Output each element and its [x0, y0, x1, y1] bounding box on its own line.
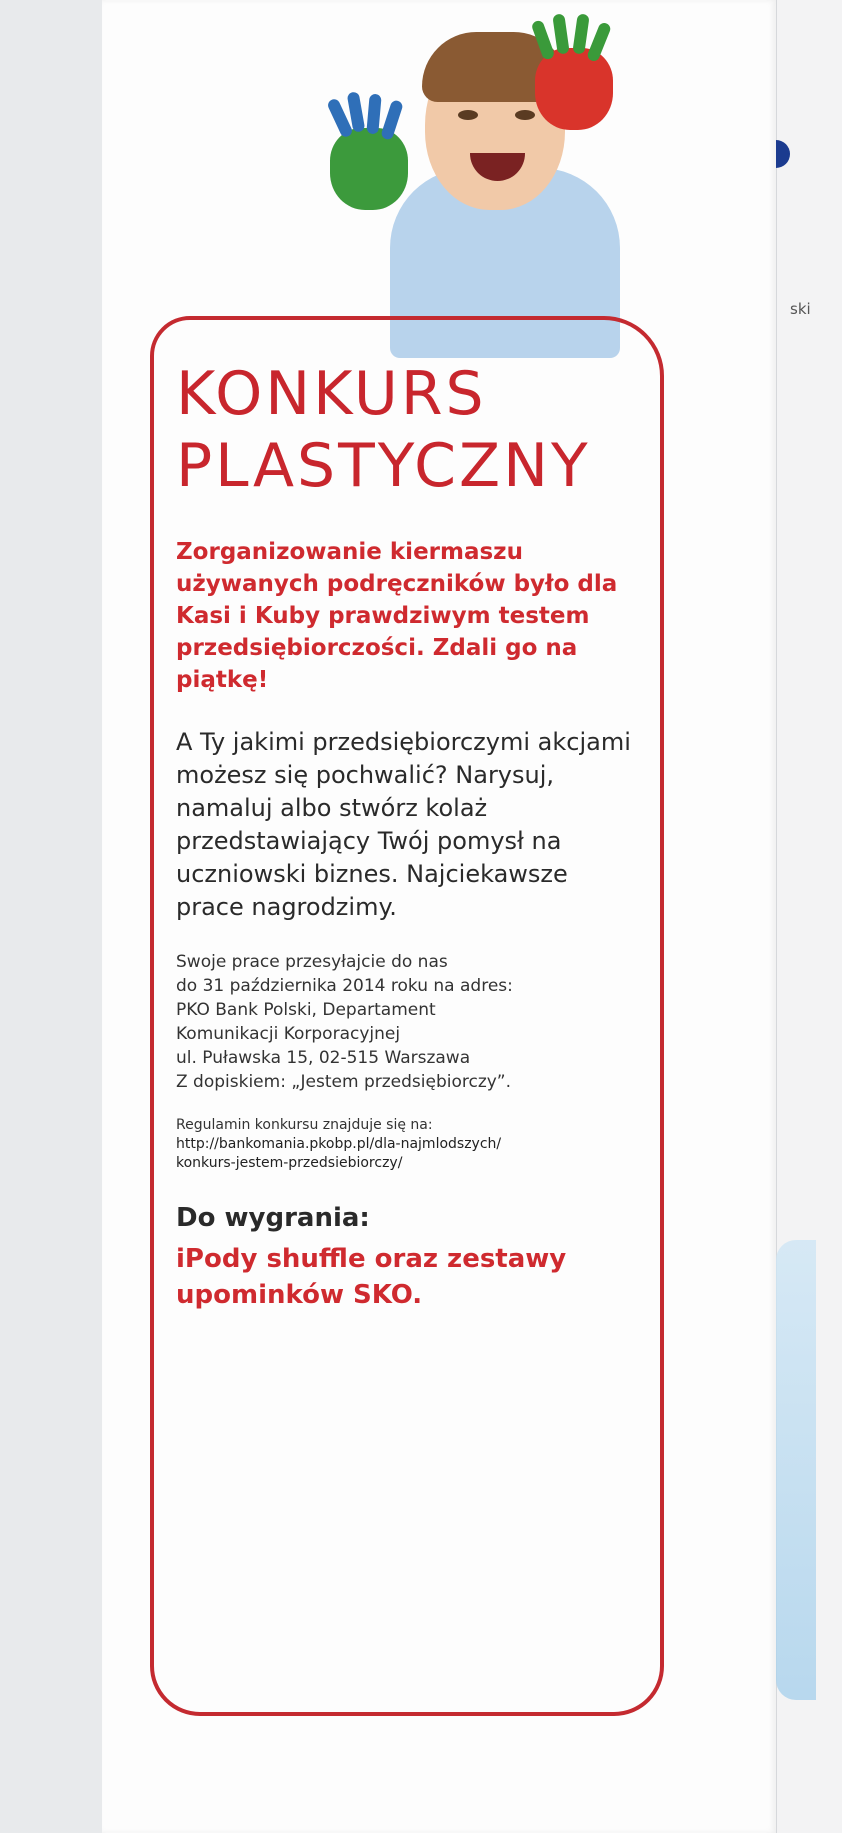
address-line: PKO Bank Polski, Departament: [176, 1000, 436, 1020]
mailing-address: [176, 950, 636, 1094]
prize-label: Do wygrania:: [176, 1203, 370, 1233]
lead-paragraph: Zorganizowanie kiermaszu używanych podręczników było dla Kasi i Kuby prawdziwym testem przedsiębiorczości. Zdali go na piątkę!: [176, 539, 618, 693]
scan-left-margin: [0, 0, 102, 1833]
child-painted-hands-photo: [330, 18, 650, 348]
adjacent-page-text-fragment: ski: [790, 300, 811, 318]
rules-label: Regulamin konkursu znajduje się na:: [176, 1117, 433, 1133]
adjacent-page-illustration: [776, 1240, 816, 1700]
rules-url-line-2[interactable]: konkurs-jestem-przedsiebiorczy/: [176, 1155, 403, 1171]
child-eye-right: [515, 110, 535, 120]
rules-info: [176, 1116, 636, 1173]
contest-title: [176, 358, 636, 502]
address-line: Komunikacji Korporacyjnej: [176, 1024, 401, 1044]
address-line: do 31 października 2014 roku na adres:: [176, 976, 513, 996]
child-eye-left: [458, 110, 478, 120]
title-line-2: PLASTYCZNY: [176, 431, 591, 501]
body-paragraph: A Ty jakimi przedsiębiorczymi akcjami możesz się pochwalić? Narysuj, namaluj albo stwórz kolaż przedstawiający Twój pomysł na uczniowski biznes. Najciekawsze prace nagrodzimy.: [176, 728, 631, 921]
address-line: Swoje prace przesyłajcie do nas: [176, 952, 448, 972]
red-painted-hand: [535, 48, 613, 130]
prize-text: iPody shuffle oraz zestawy upominków SKO.: [176, 1244, 567, 1310]
rules-url-line-1[interactable]: http://bankomania.pkobp.pl/dla-najmlodszych/: [176, 1136, 502, 1152]
address-line: Z dopiskiem: „Jestem przedsiębiorczy”.: [176, 1072, 512, 1092]
title-line-1: KONKURS: [176, 359, 487, 429]
contest-content: [176, 358, 636, 1313]
address-line: ul. Puławska 15, 02-515 Warszawa: [176, 1048, 471, 1068]
green-painted-hand: [330, 128, 408, 210]
